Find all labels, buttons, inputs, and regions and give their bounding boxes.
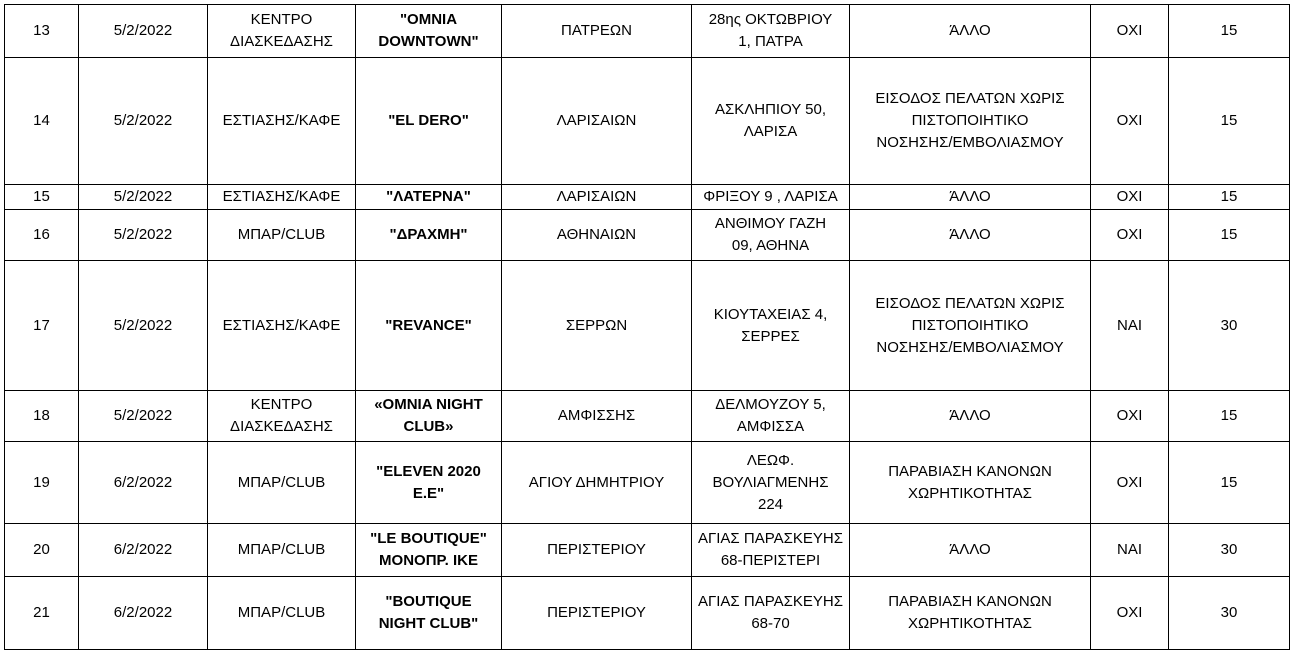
- repeat-offense-cell: ΟΧΙ: [1091, 577, 1169, 650]
- repeat-offense-cell: ΝΑΙ: [1091, 261, 1169, 391]
- violation-cell: ΆΛΛΟ: [850, 524, 1091, 577]
- table-row: [5, 58, 1290, 185]
- closure-days-cell: 15: [1169, 210, 1290, 261]
- closures-table: [4, 4, 1290, 650]
- date-cell: 5/2/2022: [79, 5, 208, 58]
- repeat-offense-cell: ΟΧΙ: [1091, 442, 1169, 524]
- business-type-cell: ΕΣΤΙΑΣΗΣ/ΚΑΦΕ: [208, 58, 356, 185]
- violation-cell: ΆΛΛΟ: [850, 185, 1091, 210]
- police-directorate-cell: ΑΓΙΟΥ ΔΗΜΗΤΡΙΟΥ: [502, 442, 692, 524]
- closure-days-cell: 30: [1169, 524, 1290, 577]
- police-directorate-cell: ΛΑΡΙΣΑΙΩΝ: [502, 185, 692, 210]
- police-directorate-cell: ΣΕΡΡΩΝ: [502, 261, 692, 391]
- row-number-cell: 13: [5, 5, 79, 58]
- police-directorate-cell: ΠΕΡΙΣΤΕΡΙΟΥ: [502, 577, 692, 650]
- business-name-cell: "OMNIA DOWNTOWN": [356, 5, 502, 58]
- closure-days-cell: 15: [1169, 391, 1290, 442]
- business-type-cell: ΕΣΤΙΑΣΗΣ/ΚΑΦΕ: [208, 261, 356, 391]
- address-cell: ΑΓΙΑΣ ΠΑΡΑΣΚΕΥΗΣ 68-ΠΕΡΙΣΤΕΡΙ: [692, 524, 850, 577]
- closure-days-cell: 30: [1169, 261, 1290, 391]
- address-cell: ΦΡΙΞΟΥ 9 , ΛΑΡΙΣΑ: [692, 185, 850, 210]
- closure-days-cell: 15: [1169, 5, 1290, 58]
- violation-cell: ΠΑΡΑΒΙΑΣΗ ΚΑΝΟΝΩΝ ΧΩΡΗΤΙΚΟΤΗΤΑΣ: [850, 577, 1091, 650]
- date-cell: 6/2/2022: [79, 524, 208, 577]
- date-cell: 5/2/2022: [79, 261, 208, 391]
- repeat-offense-cell: ΟΧΙ: [1091, 5, 1169, 58]
- business-name-cell: "REVANCE": [356, 261, 502, 391]
- row-number-cell: 21: [5, 577, 79, 650]
- business-name-cell: "EL DERO": [356, 58, 502, 185]
- business-name-cell: «OMNIA NIGHT CLUB»: [356, 391, 502, 442]
- table-row: [5, 185, 1290, 210]
- address-cell: ΑΝΘΙΜΟΥ ΓΑΖΗ 09, ΑΘΗΝΑ: [692, 210, 850, 261]
- date-cell: 5/2/2022: [79, 391, 208, 442]
- violation-cell: ΆΛΛΟ: [850, 5, 1091, 58]
- police-directorate-cell: ΠΑΤΡΕΩΝ: [502, 5, 692, 58]
- repeat-offense-cell: ΟΧΙ: [1091, 58, 1169, 185]
- police-directorate-cell: ΠΕΡΙΣΤΕΡΙΟΥ: [502, 524, 692, 577]
- business-name-cell: "ELEVEN 2020 E.E": [356, 442, 502, 524]
- table-row: [5, 261, 1290, 391]
- business-type-cell: ΜΠΑΡ/CLUB: [208, 524, 356, 577]
- table-row: [5, 210, 1290, 261]
- business-type-cell: ΜΠΑΡ/CLUB: [208, 442, 356, 524]
- closure-days-cell: 30: [1169, 577, 1290, 650]
- business-name-cell: "LE BOUTIQUE" ΜΟΝΟΠΡ. ΙΚΕ: [356, 524, 502, 577]
- business-type-cell: ΜΠΑΡ/CLUB: [208, 577, 356, 650]
- business-type-cell: ΕΣΤΙΑΣΗΣ/ΚΑΦΕ: [208, 185, 356, 210]
- table-row: [5, 442, 1290, 524]
- business-name-cell: "ΛΑΤΕΡΝΑ": [356, 185, 502, 210]
- table-row: [5, 524, 1290, 577]
- closure-days-cell: 15: [1169, 185, 1290, 210]
- repeat-offense-cell: ΟΧΙ: [1091, 210, 1169, 261]
- row-number-cell: 18: [5, 391, 79, 442]
- row-number-cell: 14: [5, 58, 79, 185]
- row-number-cell: 15: [5, 185, 79, 210]
- violation-cell: ΕΙΣΟΔΟΣ ΠΕΛΑΤΩΝ ΧΩΡΙΣ ΠΙΣΤΟΠΟΙΗΤΙΚΟ ΝΟΣΗΣΗΣ/ΕΜΒΟΛΙΑΣΜΟΥ: [850, 261, 1091, 391]
- address-cell: ΔΕΛΜΟΥΖΟΥ 5, ΑΜΦΙΣΣΑ: [692, 391, 850, 442]
- business-name-cell: "BOUTIQUE NIGHT CLUB": [356, 577, 502, 650]
- address-cell: ΑΣΚΛΗΠΙΟΥ 50, ΛΑΡΙΣΑ: [692, 58, 850, 185]
- table-row: [5, 5, 1290, 58]
- repeat-offense-cell: ΟΧΙ: [1091, 185, 1169, 210]
- date-cell: 6/2/2022: [79, 442, 208, 524]
- row-number-cell: 20: [5, 524, 79, 577]
- police-directorate-cell: ΛΑΡΙΣΑΙΩΝ: [502, 58, 692, 185]
- address-cell: 28ης ΟΚΤΩΒΡΙΟΥ 1, ΠΑΤΡΑ: [692, 5, 850, 58]
- violation-cell: ΠΑΡΑΒΙΑΣΗ ΚΑΝΟΝΩΝ ΧΩΡΗΤΙΚΟΤΗΤΑΣ: [850, 442, 1091, 524]
- violation-cell: ΆΛΛΟ: [850, 391, 1091, 442]
- police-directorate-cell: ΑΘΗΝΑΙΩΝ: [502, 210, 692, 261]
- date-cell: 6/2/2022: [79, 577, 208, 650]
- business-type-cell: ΚΕΝΤΡΟ ΔΙΑΣΚΕΔΑΣΗΣ: [208, 391, 356, 442]
- row-number-cell: 16: [5, 210, 79, 261]
- address-cell: ΚΙΟΥΤΑΧΕΙΑΣ 4, ΣΕΡΡΕΣ: [692, 261, 850, 391]
- police-directorate-cell: ΑΜΦΙΣΣΗΣ: [502, 391, 692, 442]
- violation-cell: ΕΙΣΟΔΟΣ ΠΕΛΑΤΩΝ ΧΩΡΙΣ ΠΙΣΤΟΠΟΙΗΤΙΚΟ ΝΟΣΗΣΗΣ/ΕΜΒΟΛΙΑΣΜΟΥ: [850, 58, 1091, 185]
- table-row: [5, 391, 1290, 442]
- closure-days-cell: 15: [1169, 442, 1290, 524]
- date-cell: 5/2/2022: [79, 58, 208, 185]
- address-cell: ΑΓΙΑΣ ΠΑΡΑΣΚΕΥΗΣ 68-70: [692, 577, 850, 650]
- violation-cell: ΆΛΛΟ: [850, 210, 1091, 261]
- date-cell: 5/2/2022: [79, 185, 208, 210]
- table-row: [5, 577, 1290, 650]
- repeat-offense-cell: ΟΧΙ: [1091, 391, 1169, 442]
- address-cell: ΛΕΩΦ. ΒΟΥΛΙΑΓΜΕΝΗΣ 224: [692, 442, 850, 524]
- repeat-offense-cell: ΝΑΙ: [1091, 524, 1169, 577]
- row-number-cell: 19: [5, 442, 79, 524]
- business-type-cell: ΚΕΝΤΡΟ ΔΙΑΣΚΕΔΑΣΗΣ: [208, 5, 356, 58]
- closure-days-cell: 15: [1169, 58, 1290, 185]
- business-type-cell: ΜΠΑΡ/CLUB: [208, 210, 356, 261]
- date-cell: 5/2/2022: [79, 210, 208, 261]
- business-name-cell: "ΔΡΑΧΜΗ": [356, 210, 502, 261]
- row-number-cell: 17: [5, 261, 79, 391]
